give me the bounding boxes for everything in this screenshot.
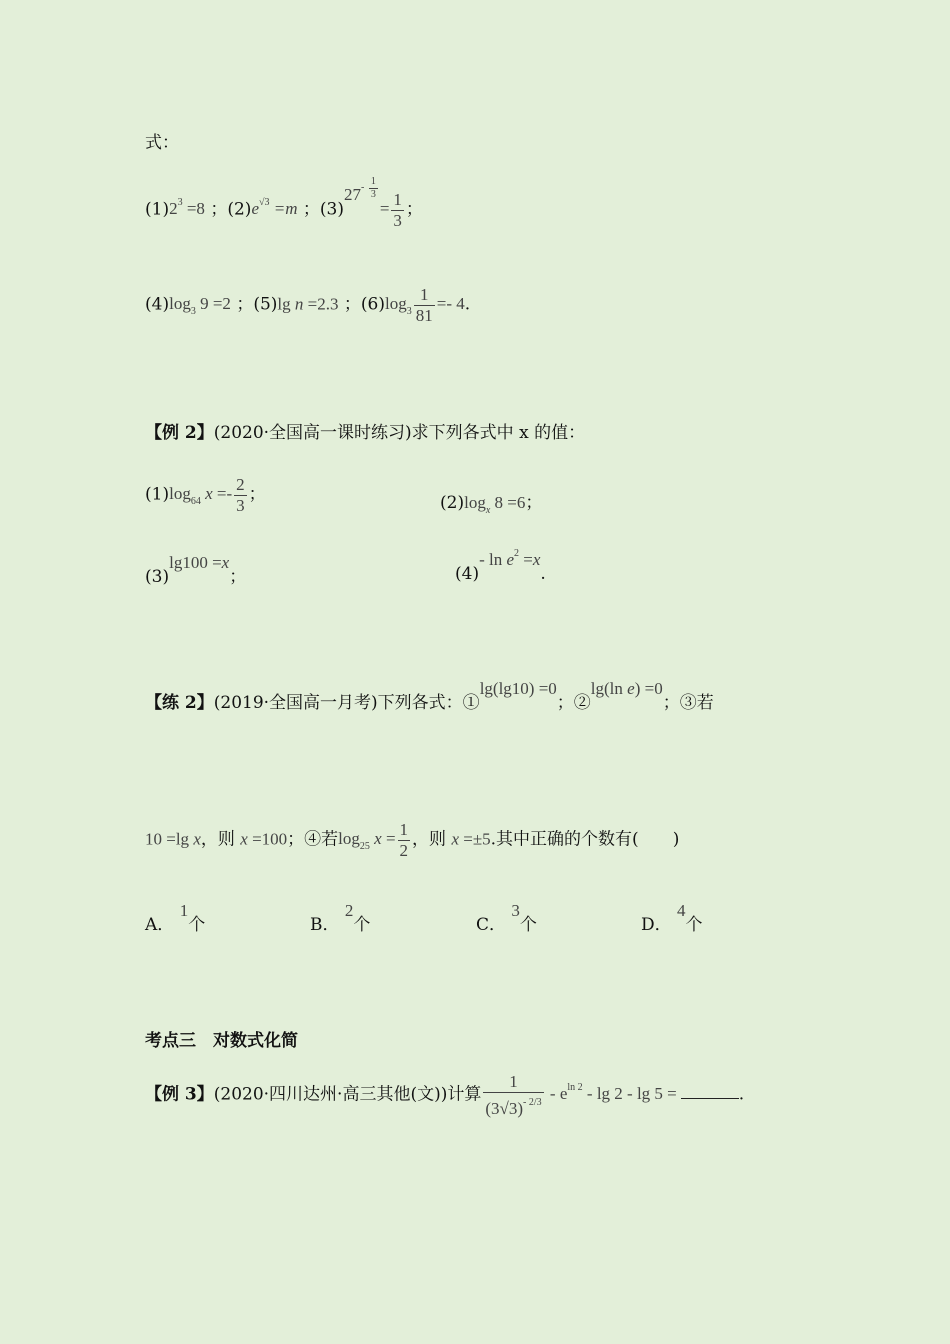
- item3-formula: $27^{- \frac{1}{3}}$ = $\frac{1}{3}$: [343, 175, 402, 230]
- statement4-result: x =±5: [451, 829, 491, 849]
- practice2-tag: 【练 2】: [145, 693, 214, 713]
- practice2-source: (2019·全国高一月考)下列各式：①: [213, 693, 480, 713]
- practice2-line2: 10 =lg x，则 x =100；④若$\log_{25} x$ = $\frac{1}{2}$ ，则 x =±5.其中正确的个数有( ): [145, 820, 680, 860]
- q2-label: (2): [440, 493, 465, 513]
- q1-label: (1): [145, 484, 170, 505]
- choice-b[interactable]: B． 2个: [310, 901, 371, 935]
- choice-c[interactable]: C． 3个: [476, 901, 537, 935]
- example3-formula: $\frac{1}{(3√3)^{- 2/3}}$ - $e^{ln 2}$ - lg 2 - lg 5 =: [485, 1072, 677, 1118]
- item2-formula: $e^{√3} =m$: [251, 197, 298, 219]
- example2-row1: $(1)\log_{64}$ x =- $\frac{2}{3}$ ；: [145, 475, 266, 515]
- example2-row2-right: (4)- $\ln e^2 =x$.: [455, 548, 546, 584]
- item3-label: ；(3): [302, 199, 344, 220]
- item1-label: (1): [145, 199, 170, 220]
- choice-d[interactable]: D． 4个: [641, 901, 703, 935]
- sep2: ；③若: [662, 693, 714, 713]
- example3-line: 【例 3】(2020·四川达州·高三其他(文))计算 $\frac{1}{(3√3)^{- 2/3}}$ - $e^{ln 2}$ - lg 2 - lg 5 = .: [145, 1072, 745, 1118]
- statement3-result: x =100: [240, 829, 288, 849]
- item5-formula: lg n =2.3: [277, 294, 339, 314]
- q4-formula: - $\ln e^2 =x$: [479, 548, 541, 569]
- example2-tag: 【例 2】: [145, 423, 214, 443]
- q3-formula: lg100 =x: [169, 553, 230, 572]
- choice-c-value: 3: [511, 901, 520, 920]
- statement1-formula: lg(lg10) =0: [479, 679, 557, 698]
- q4-label: (4): [455, 564, 480, 584]
- statement2-formula: lg(ln e) =0: [590, 679, 663, 698]
- statement3-formula: 10 =lg x: [145, 829, 201, 849]
- item4-label: (4): [145, 294, 170, 315]
- example3-source: (2020·四川达州·高三其他(文))计算: [213, 1084, 482, 1105]
- choice-a-value: 1: [179, 901, 189, 920]
- practice2-line1: [145, 679, 714, 713]
- choice-a[interactable]: A． 1个: [145, 901, 206, 935]
- item2-label: ；(2): [210, 199, 252, 220]
- choice-d-value: 4: [677, 901, 686, 920]
- q1-formula: $\log_{64} x$ =- $\frac{2}{3}$: [169, 475, 245, 515]
- q3-label: (3): [145, 567, 170, 587]
- example3-tag: 【例 3】: [145, 1084, 214, 1105]
- example2-row2: (3)lg100 =x；: [145, 553, 247, 587]
- q2-formula: $\log_x 8 =6$: [464, 493, 526, 516]
- section3-title: 考点三 对数式化简: [145, 1031, 298, 1051]
- example2-row1-right: $(2)\log_x$ 8 =6；: [440, 493, 543, 516]
- item4-formula: $\log_3 9 =2$: [169, 294, 231, 318]
- item6-label: ；(6): [343, 294, 385, 315]
- ex1-row1: $(1)2^3 =8$ ；$(2)e^{√3} =m$ ；$(3)27^{- \frac{1}{3}}$ = $\frac{1}{3}$ ；: [145, 175, 423, 230]
- sep1: ；②: [556, 693, 591, 713]
- intro-tail: 式：: [145, 133, 179, 153]
- ex1-row2: $(4)\log_3$ 9 =2 ；(5)lg n =2.3 ；$(6)\log_3$ $\frac{1}{81}$ =- 4.: [145, 285, 471, 325]
- intro-text: [145, 128, 179, 153]
- example2-source: (2020·全国高一课时练习)求下列各式中 x 的值：: [213, 423, 586, 443]
- statement4-formula: $\log_{25} x$ = $\frac{1}{2}$: [338, 820, 409, 860]
- item6-formula: $\log_3$ $\frac{1}{81}$ =- 4: [385, 285, 465, 325]
- example2-heading: [145, 418, 585, 443]
- item5-label: ；(5): [236, 294, 278, 315]
- choice-b-value: 2: [344, 901, 354, 920]
- item1-formula: $2^3 =8$: [169, 197, 205, 219]
- answer-blank[interactable]: [681, 1084, 739, 1099]
